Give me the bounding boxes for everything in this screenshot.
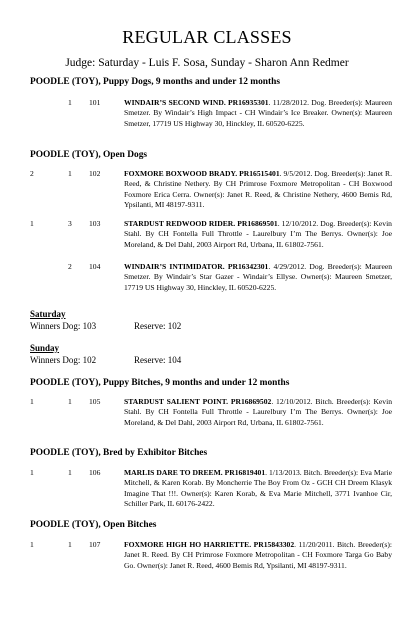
- entry-details: . 1/13/2013. Bitch. Breeder(s): Eva Marie Mitchell, & Karen Korab. By Moncherrie The Boy From Oz - GCH CH Dreem Klasyk Imagine That !!!. Owner(s): Karen Korab, & Eva Marie Mitchell, 3771 Ivanhoe Cir, Schiller Park, IL 60176-2422.: [124, 468, 392, 509]
- entry-name: WINDAIR’S INTIMIDATOR. PR16342301: [124, 262, 269, 271]
- winners-dog: Winners Dog: 102: [30, 355, 97, 365]
- section-title-puppy-dogs: POODLE (TOY), Puppy Dogs, 9 months and under 12 months: [30, 77, 280, 87]
- entry-placement: 1: [30, 468, 34, 477]
- entry-name: WINDAIR’S SECOND WIND. PR16935301: [124, 98, 269, 107]
- entry-name: STARDUST REDWOOD RIDER. PR16869501: [124, 219, 278, 228]
- award-line-sunday: [30, 355, 182, 365]
- entry-text: [124, 540, 392, 571]
- entry-details: . 11/28/2012. Dog. Breeder(s): Maureen Smetzer. By Windair’s High Impact - CH Windair’s Ice Breaker. Owner(s): Maureen Smetzer, 17719 US Highway 30, Hinckley, IL 60520-6225.: [124, 98, 392, 128]
- entry-details: . 9/5/2012. Dog. Breeder(s): Janet R. Reed, & Christine Nethery. By CH Primrose Foxmore Metropolitan - CH Boxwood Foxmore Erica Cerra. Owner(s): Janet R. Reed, & Christine Nethery, 4600 Bemis Rd, Ypsilanti, MI 48197-9311.: [124, 169, 392, 210]
- entry-name: MARLIS DARE TO DREEM. PR16819401: [124, 468, 266, 477]
- entry-class-number: 1: [68, 468, 72, 477]
- entry-placement: 1: [30, 219, 34, 228]
- entry-armband: 103: [89, 219, 101, 228]
- entry-details: . 12/10/2012. Dog. Breeder(s): Kevin Stahl. By CH Fontella Full Throttle - Laurelbury I’m The Berrys. Owner(s): Joe Moreland, & Del Dahl, 2003 Airport Rd, Urbana, IL 61802-7561.: [124, 219, 392, 249]
- award-line-saturday: [30, 321, 182, 331]
- entry-text: [124, 98, 392, 129]
- entry-armband: 107: [89, 540, 101, 549]
- reserve-winner: Reserve: 102: [134, 321, 182, 331]
- entry-armband: 106: [89, 468, 101, 477]
- entry-class-number: 1: [68, 540, 72, 549]
- entry-text: [124, 219, 392, 250]
- section-title-open-bitches: POODLE (TOY), Open Bitches: [30, 520, 157, 530]
- entry-class-number: 1: [68, 98, 72, 107]
- entry-details: . 11/20/2011. Bitch. Breeder(s): Janet R. Reed. By CH Primrose Foxmore Metropolitan - CH Foxmore Targa Go Baby Go. Owner(s): Janet R. Reed, 4600 Bemis Rd, Ypsilanti, MI 48197-9311.: [124, 540, 392, 570]
- page-title: REGULAR CLASSES: [122, 27, 292, 47]
- entry-text: [124, 397, 392, 428]
- entry-placement: 1: [30, 397, 34, 406]
- entry-placement: 2: [30, 169, 34, 178]
- entry-armband: 101: [89, 98, 101, 107]
- award-day-sunday: Sunday: [30, 343, 60, 353]
- entry-class-number: 3: [68, 219, 72, 228]
- section-title-puppy-bitches: POODLE (TOY), Puppy Bitches, 9 months and under 12 months: [30, 378, 290, 388]
- entry-details: . 12/10/2012. Bitch. Breeder(s): Kevin Stahl. By CH Fontella Full Throttle - Laurelbury I’m The Berrys. Owner(s): Joe Moreland, & Del Dahl, 2003 Airport Rd, Urbana, IL 61802-7561.: [124, 397, 393, 427]
- entry-armband: 102: [89, 169, 101, 178]
- winners-dog: Winners Dog: 103: [30, 321, 97, 331]
- section-title-bred-by-exhibitor: POODLE (TOY), Bred by Exhibitor Bitches: [30, 448, 208, 458]
- entry-placement: 1: [30, 540, 34, 549]
- entry-name: STARDUST SALIENT POINT. PR16869502: [124, 397, 272, 406]
- entry-class-number: 1: [68, 397, 72, 406]
- entry-name: FOXMORE BOXWOOD BRADY. PR16515401: [124, 169, 280, 178]
- entry-details: . 4/29/2012. Dog. Breeder(s): Maureen Smetzer. By Windair’s Star Gazer - Windair’s Ellyse. Owner(s): Maureen Smetzer, 17719 US Highway 30, Hinckley, IL 60520-6225.: [124, 262, 392, 292]
- entry-armband: 104: [89, 262, 101, 271]
- entry-text: [124, 468, 392, 510]
- entry-text: [124, 169, 392, 211]
- entry-text: [124, 262, 392, 293]
- entry-name: FOXMORE HIGH HO HARRIETTE. PR15843302: [124, 540, 295, 549]
- entry-armband: 105: [89, 397, 101, 406]
- judge-line: Judge: Saturday - Luis F. Sosa, Sunday - Sharon Ann Redmer: [65, 57, 349, 69]
- reserve-winner: Reserve: 104: [134, 355, 182, 365]
- entry-class-number: 1: [68, 169, 72, 178]
- section-title-open-dogs: POODLE (TOY), Open Dogs: [30, 150, 148, 160]
- entry-class-number: 2: [68, 262, 72, 271]
- award-day-saturday: Saturday: [30, 309, 66, 319]
